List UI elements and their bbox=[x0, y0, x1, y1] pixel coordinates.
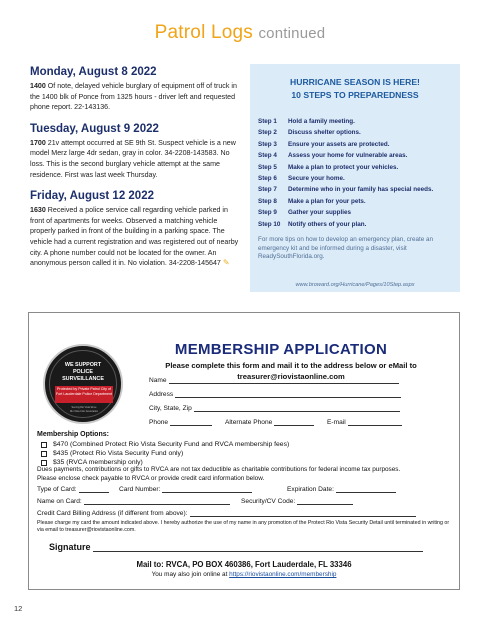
address-label: Address bbox=[149, 391, 174, 398]
option-435[interactable] bbox=[41, 450, 183, 457]
option-470[interactable] bbox=[41, 441, 289, 448]
page-number: 12 bbox=[14, 604, 23, 613]
step-text: Make a plan for your pets. bbox=[288, 197, 366, 205]
alt-phone-input-line[interactable] bbox=[274, 419, 314, 426]
step-item bbox=[258, 139, 452, 150]
log-time: 1700 bbox=[30, 138, 46, 147]
step-item bbox=[258, 127, 452, 138]
signature-field bbox=[49, 542, 423, 552]
pencil-icon: ✎ bbox=[222, 258, 230, 268]
step-text: Determine who in your family has special needs. bbox=[288, 186, 434, 194]
mail-to-address: Mail to: RVCA, PO BOX 460386, Fort Lauderdale, FL 33346 bbox=[136, 560, 352, 569]
security-code-field bbox=[241, 498, 353, 505]
address-field bbox=[149, 391, 401, 398]
phone-input-line[interactable] bbox=[170, 419, 212, 426]
name-on-card-field bbox=[37, 498, 230, 505]
step-number: Step 1 bbox=[258, 118, 277, 125]
city-field bbox=[149, 405, 400, 412]
step-number: Step 4 bbox=[258, 152, 277, 160]
steps-list bbox=[258, 116, 452, 230]
step-text: Secure your home. bbox=[288, 175, 345, 183]
hurricane-title-line2: 10 STEPS TO PREPAREDNESS bbox=[291, 90, 419, 100]
log-date: Monday, August 8 2022 bbox=[30, 66, 157, 78]
log-entry bbox=[30, 190, 242, 269]
option-label: $470 (Combined Protect Rio Vista Security Fund and RVCA membership fees) bbox=[53, 441, 290, 448]
name-input-line[interactable] bbox=[169, 377, 399, 384]
hurricane-link[interactable]: www.broward.org/Hurricane/Pages/10Step.aspx bbox=[295, 281, 415, 288]
phone-field bbox=[149, 419, 212, 426]
step-text: Notify others of your plan. bbox=[288, 220, 367, 228]
police-surveillance-badge bbox=[43, 344, 123, 424]
page-title-suffix: continued bbox=[258, 25, 326, 42]
card-number-label: Card Number: bbox=[119, 486, 161, 493]
step-text: Gather your supplies bbox=[288, 209, 351, 217]
card-type-field bbox=[37, 486, 109, 493]
address-input-line[interactable] bbox=[175, 391, 401, 398]
charge-authorization: Please charge my card the amount indicated above. I hereby authorize the use of my name in any promotion of the Protect Rio Vista Security Detail until terminated in writing or via email to treasurer@riovistaonline.com. bbox=[37, 520, 450, 534]
log-time: 1630 bbox=[30, 206, 46, 215]
card-type-label: Type of Card: bbox=[37, 486, 77, 493]
expiration-label: Expiration Date: bbox=[287, 486, 334, 493]
badge-small-text: Rio Vista Civic Association bbox=[69, 410, 99, 413]
log-body bbox=[30, 81, 242, 113]
option-checkbox[interactable] bbox=[41, 442, 47, 448]
step-item bbox=[258, 116, 452, 127]
billing-address-input-line[interactable] bbox=[190, 510, 416, 517]
billing-address-field bbox=[37, 510, 416, 517]
page-title bbox=[0, 22, 480, 44]
badge-line3: SURVEILLANCE bbox=[62, 376, 104, 382]
step-text: Ensure your assets are protected. bbox=[288, 140, 390, 148]
signature-label: Signature bbox=[49, 542, 91, 552]
step-number: Step 10 bbox=[258, 220, 281, 228]
log-body bbox=[30, 205, 242, 269]
name-label: Name bbox=[149, 377, 167, 384]
log-date: Friday, August 12 2022 bbox=[30, 190, 154, 203]
expiration-input-line[interactable] bbox=[336, 486, 396, 493]
dues-line1: Dues payments, contributions or gifts to RVCA are not tax deductible as charitable contributions for federal income tax purposes. bbox=[37, 466, 401, 473]
security-code-input-line[interactable] bbox=[297, 498, 353, 505]
hurricane-box bbox=[250, 64, 460, 292]
card-type-input-line[interactable] bbox=[79, 486, 109, 493]
patrol-logs bbox=[30, 66, 242, 279]
card-number-input-line[interactable] bbox=[162, 486, 252, 493]
name-on-card-label: Name on Card: bbox=[37, 498, 82, 505]
hurricane-title-line1: HURRICANE SEASON IS HERE! bbox=[290, 77, 420, 87]
membership-email: treasurer@riovistaonline.com bbox=[237, 372, 345, 381]
hurricane-tips: For more tips on how to develop an emergency plan, create an emergency kit and be informed during a disaster, visit ReadySouthFlorida.org. bbox=[258, 236, 434, 261]
step-text: Discuss shelter options. bbox=[288, 129, 361, 137]
join-online bbox=[29, 571, 459, 578]
membership-title: MEMBERSHIP APPLICATION bbox=[174, 341, 388, 358]
option-label: $35 (RVCA membership only) bbox=[53, 459, 143, 466]
log-entry bbox=[30, 66, 242, 113]
membership-application bbox=[28, 312, 460, 590]
step-number: Step 9 bbox=[258, 209, 277, 217]
step-text: Make a plan to protect your vehicles. bbox=[288, 163, 399, 171]
log-text: 21v attempt occurred at SE 9th St. Suspect vehicle is a new model Merz large 4dr sedan, gray in color. 34-2208-143583. No loss. This is the second burglary vehicle attempt at the same residence. First was last week Thursday. bbox=[30, 138, 236, 179]
security-code-label: Security/CV Code: bbox=[241, 498, 296, 505]
log-time: 1400 bbox=[30, 82, 46, 90]
city-input-line[interactable] bbox=[194, 405, 400, 412]
badge-small-text: Serving Rio Vista Since bbox=[71, 406, 97, 409]
email-input-line[interactable] bbox=[348, 419, 402, 426]
expiration-field bbox=[287, 486, 396, 493]
email-field bbox=[327, 419, 402, 426]
options-title: Membership Options: bbox=[37, 431, 109, 438]
step-number: Step 6 bbox=[258, 175, 277, 183]
step-item bbox=[258, 219, 452, 230]
step-item bbox=[258, 150, 452, 161]
log-text: Of note, delayed vehicle burglary of equipment off of truck in the 1400 blk of Ponce from 1325 hours - driver left and requested phone report. 22-143136. bbox=[30, 82, 237, 112]
step-number: Step 7 bbox=[258, 186, 277, 194]
log-text: Received a police service call regarding vehicle parked in front of apartments for weeks. Observed a matching vehicle properly parked in front of the building in a parking space. The vehicle had a current registration and was registered out of nearby city. A phone number could not be located for the owner. An anonymous person called it in. No violation. 34-2208-145647 bbox=[30, 206, 239, 268]
signature-input-line[interactable] bbox=[93, 543, 423, 552]
dues-line2: Please enclose check payable to RVCA or provide credit card information below. bbox=[37, 475, 265, 482]
name-field bbox=[149, 377, 399, 384]
phone-label: Phone bbox=[149, 419, 169, 426]
alt-phone-label: Alternate Phone bbox=[225, 419, 273, 426]
card-number-field bbox=[119, 486, 252, 493]
step-text: Hold a family meeting. bbox=[288, 118, 355, 125]
badge-line1: WE SUPPORT bbox=[64, 362, 102, 368]
page-title-text: Patrol Logs bbox=[154, 22, 253, 43]
step-number: Step 8 bbox=[258, 197, 277, 205]
email-label: E-mail bbox=[327, 419, 346, 426]
dues-notice bbox=[37, 465, 455, 483]
step-item bbox=[258, 173, 452, 184]
option-checkbox[interactable] bbox=[41, 451, 47, 457]
step-number: Step 2 bbox=[258, 129, 277, 137]
log-body bbox=[30, 138, 242, 180]
membership-subtitle-text: Please complete this form and mail it to the address below or eMail to bbox=[165, 361, 417, 370]
billing-address-label: Credit Card Billing Address (if different from above): bbox=[37, 510, 188, 517]
step-number: Step 3 bbox=[258, 140, 277, 148]
join-text: You may also join online at bbox=[151, 571, 230, 578]
step-text: Assess your home for vulnerable areas. bbox=[288, 152, 408, 160]
log-date: Tuesday, August 9 2022 bbox=[30, 122, 159, 135]
hurricane-title bbox=[258, 76, 452, 102]
badge-red-label: Protected by Private Patrol City of Fort Lauderdale Police Department bbox=[55, 386, 113, 403]
step-item bbox=[258, 207, 452, 218]
step-item bbox=[258, 196, 452, 207]
badge-line2: POLICE bbox=[72, 369, 94, 375]
join-link[interactable]: https://riovistaonline.com/membership bbox=[229, 571, 337, 578]
name-on-card-input-line[interactable] bbox=[84, 498, 230, 505]
step-item bbox=[258, 184, 452, 195]
option-label: $435 (Protect Rio Vista Security Fund only) bbox=[53, 450, 184, 457]
step-number: Step 5 bbox=[258, 163, 277, 171]
step-item bbox=[258, 162, 452, 173]
alt-phone-field bbox=[225, 419, 314, 426]
city-label: City, State, Zip bbox=[149, 405, 192, 412]
log-entry bbox=[30, 123, 242, 180]
